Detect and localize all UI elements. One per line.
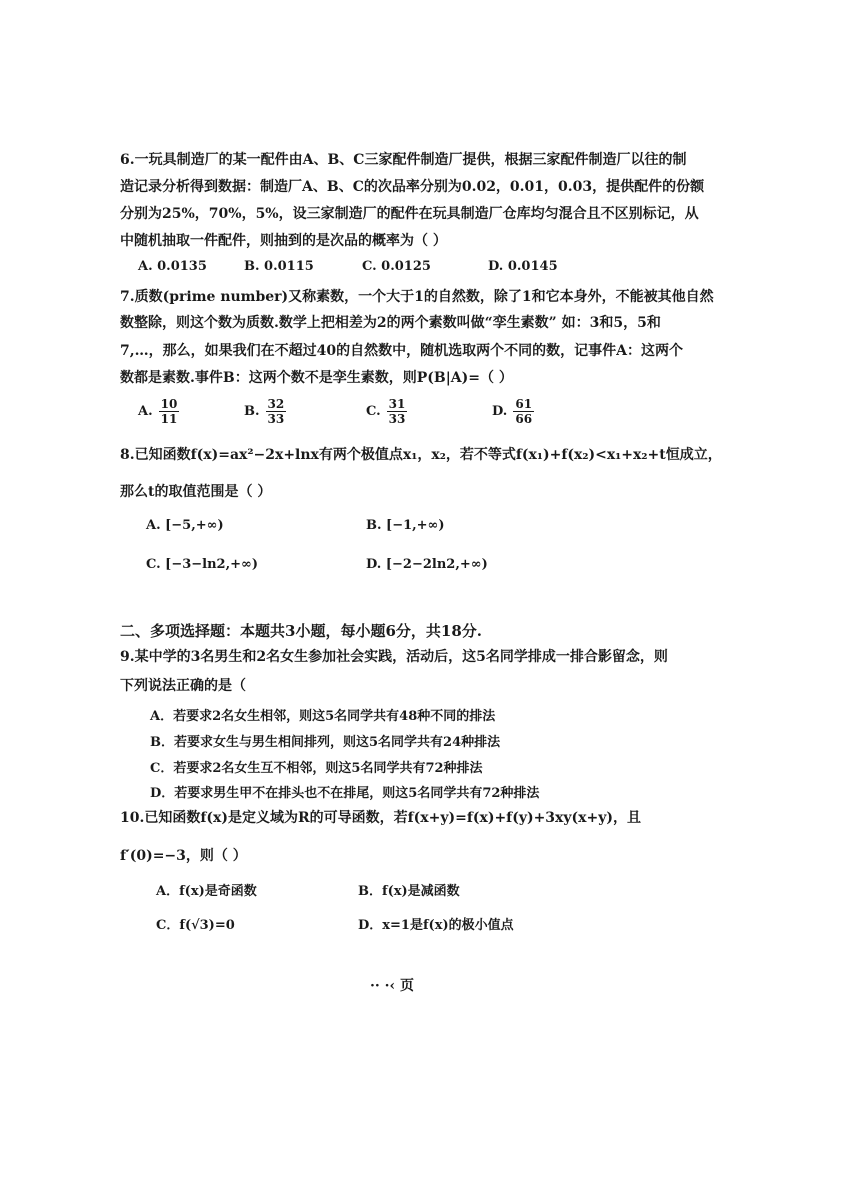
q6-line-4: 中随机抽取一件配件，则抽到的是次品的概率为（ ） xyxy=(120,233,447,249)
q10-option-d: D．x=1是f(x)的极小值点 xyxy=(358,918,514,933)
q9-option-d: D．若要求男生甲不在排头也不在排尾，则这5名同学共有72种排法 xyxy=(150,786,540,801)
q8-option-c: C. [−3−ln2,+∞) xyxy=(146,557,258,572)
q6-line-3: 分别为25%，70%，5%，设三家制造厂的配件在玩具制造厂仓库均匀混合且不区别标记，从 xyxy=(120,206,699,222)
q9-option-b: B．若要求女生与男生相间排列，则这5名同学共有24种排法 xyxy=(150,735,501,750)
section-heading: 二、多项选择题：本题共3小题，每小题6分，共18分. xyxy=(120,622,482,640)
q6-option-d: D. 0.0145 xyxy=(488,259,558,274)
q6-option-c: C. 0.0125 xyxy=(362,259,431,274)
q8-line-1: 8.已知函数f(x)=ax²−2x+lnx有两个极值点x₁，x₂，若不等式f(x₁)+f(x₂)<x₁+x₂+t恒成立， xyxy=(120,447,722,463)
page-footer: ·· ·‹ 页 xyxy=(370,978,414,994)
q7-line-1: 7.质数(prime number)又称素数，一个大于1的自然数，除了1和它本身外，不能被其他自然 xyxy=(120,289,714,305)
q7-line-4: 数都是素数.事件B：这两个数不是孪生素数，则P(B|A)=（ ） xyxy=(120,370,513,386)
q8-option-b: B. [−1,+∞) xyxy=(366,518,445,533)
q7-option-c: C. $\frac{31}{33}$ xyxy=(366,397,406,426)
q7-line-3: 7,…，那么，如果我们在不超过40的自然数中，随机选取两个不同的数，记事件A：这两个 xyxy=(120,343,683,359)
q10-option-a: A．f(x)是奇函数 xyxy=(156,884,257,899)
q9-line-2: 下列说法正确的是（ xyxy=(120,678,246,694)
q8-option-a: A. [−5,+∞) xyxy=(146,518,224,533)
q6-line-1: 6.一玩具制造厂的某一配件由A、B、C三家配件制造厂提供，根据三家配件制造厂以往的制 xyxy=(120,152,687,168)
q7-option-a: A. $\frac{10}{11}$ xyxy=(138,397,178,426)
q8-option-d: D. [−2−2ln2,+∞) xyxy=(366,557,488,572)
q7-option-b: B. $\frac{32}{33}$ xyxy=(244,397,285,426)
q10-line-1: 10.已知函数f(x)是定义域为R的可导函数，若f(x+y)=f(x)+f(y)+3xy(x+y)，且 xyxy=(120,810,641,826)
q7-line-2: 数整除，则这个数为质数.数学上把相差为2的两个素数叫做“孪生素数” 如：3和5，5和 xyxy=(120,315,661,331)
q6-option-b: B. 0.0115 xyxy=(244,259,314,274)
q9-option-a: A．若要求2名女生相邻，则这5名同学共有48种不同的排法 xyxy=(150,709,496,724)
q10-line-2: f′(0)=−3，则（ ） xyxy=(120,848,247,864)
q10-option-c: C．f(√3)=0 xyxy=(156,918,235,933)
q8-line-2: 那么t的取值范围是（ ） xyxy=(120,484,272,500)
q9-line-1: 9.某中学的3名男生和2名女生参加社会实践，活动后，这5名同学排成一排合影留念，则 xyxy=(120,649,668,665)
q9-option-c: C．若要求2名女生互不相邻，则这5名同学共有72种排法 xyxy=(150,761,483,776)
q7-option-d: D. $\frac{61}{66}$ xyxy=(492,397,533,426)
q6-option-a: A. 0.0135 xyxy=(138,259,207,274)
q6-line-2: 造记录分析得到数据：制造厂A、B、C的次品率分别为0.02，0.01，0.03，提供配件的份额 xyxy=(120,179,705,195)
q10-option-b: B．f(x)是减函数 xyxy=(358,884,460,899)
